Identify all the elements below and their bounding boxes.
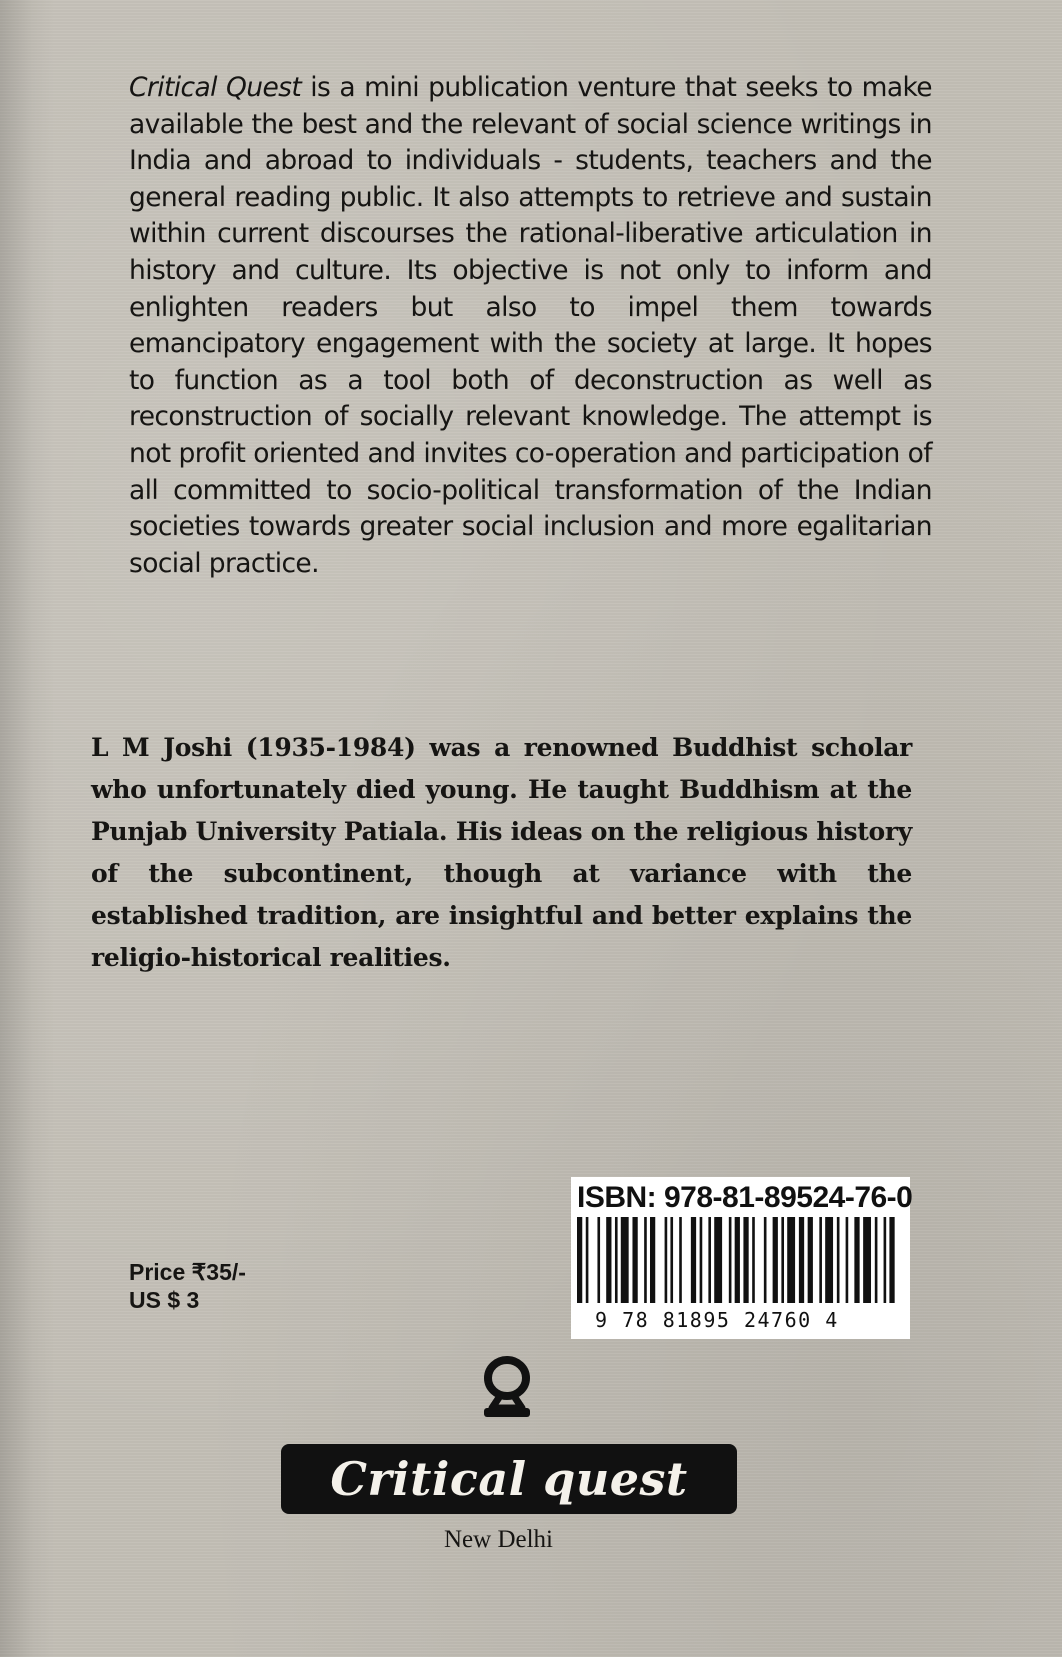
isbn-barcode-label — [571, 1177, 913, 1339]
isbn-number: ISBN: 978-81-89524-76-0 — [577, 1181, 913, 1214]
publisher-mission-paragraph — [129, 70, 932, 582]
spine-shadow — [0, 0, 55, 1657]
publisher-name: Critical quest — [330, 1452, 688, 1506]
publisher-banner — [281, 1444, 737, 1514]
publisher-city: New Delhi — [444, 1526, 553, 1553]
author-bio-paragraph: L M Joshi (1935-1984) was a renowned Buddhist scholar who unfortunately died young. He taught Buddhism at the Punjab University Patiala. His ideas on the religious history of the subcontinent, though at variance with the established tradition, are insightful and better explains the religio-historical realities. — [91, 733, 912, 972]
isbn-digits: 9 78 81895 24760 4 — [595, 1308, 839, 1332]
price-block — [129, 1258, 246, 1314]
price-usd: US $ 3 — [129, 1287, 200, 1313]
price-inr: Price ₹35/- — [129, 1259, 246, 1285]
series-name: Critical Quest — [129, 72, 302, 103]
mission-text: is a mini publication venture that seeks to make available the best and the relevant of social science writings in India and abroad to individuals - students, teachers and the general reading public. It also attempts to retrieve and sustain within current discourses the rational-liberative articulation in history and culture. Its objective is not only to inform and enlighten readers but also to impel them towards emancipatory engagement with the society at large. It hopes to function as a tool both of deconstruction as well as reconstruction of socially relevant knowledge. The attempt is not profit oriented and invites co-operation and participation of all committed to socio-political transformation of the Indian societies towards greater social inclusion and more egalitarian social practice. — [129, 72, 932, 579]
barcode-icon — [577, 1217, 904, 1303]
q-monogram-icon — [478, 1356, 536, 1420]
